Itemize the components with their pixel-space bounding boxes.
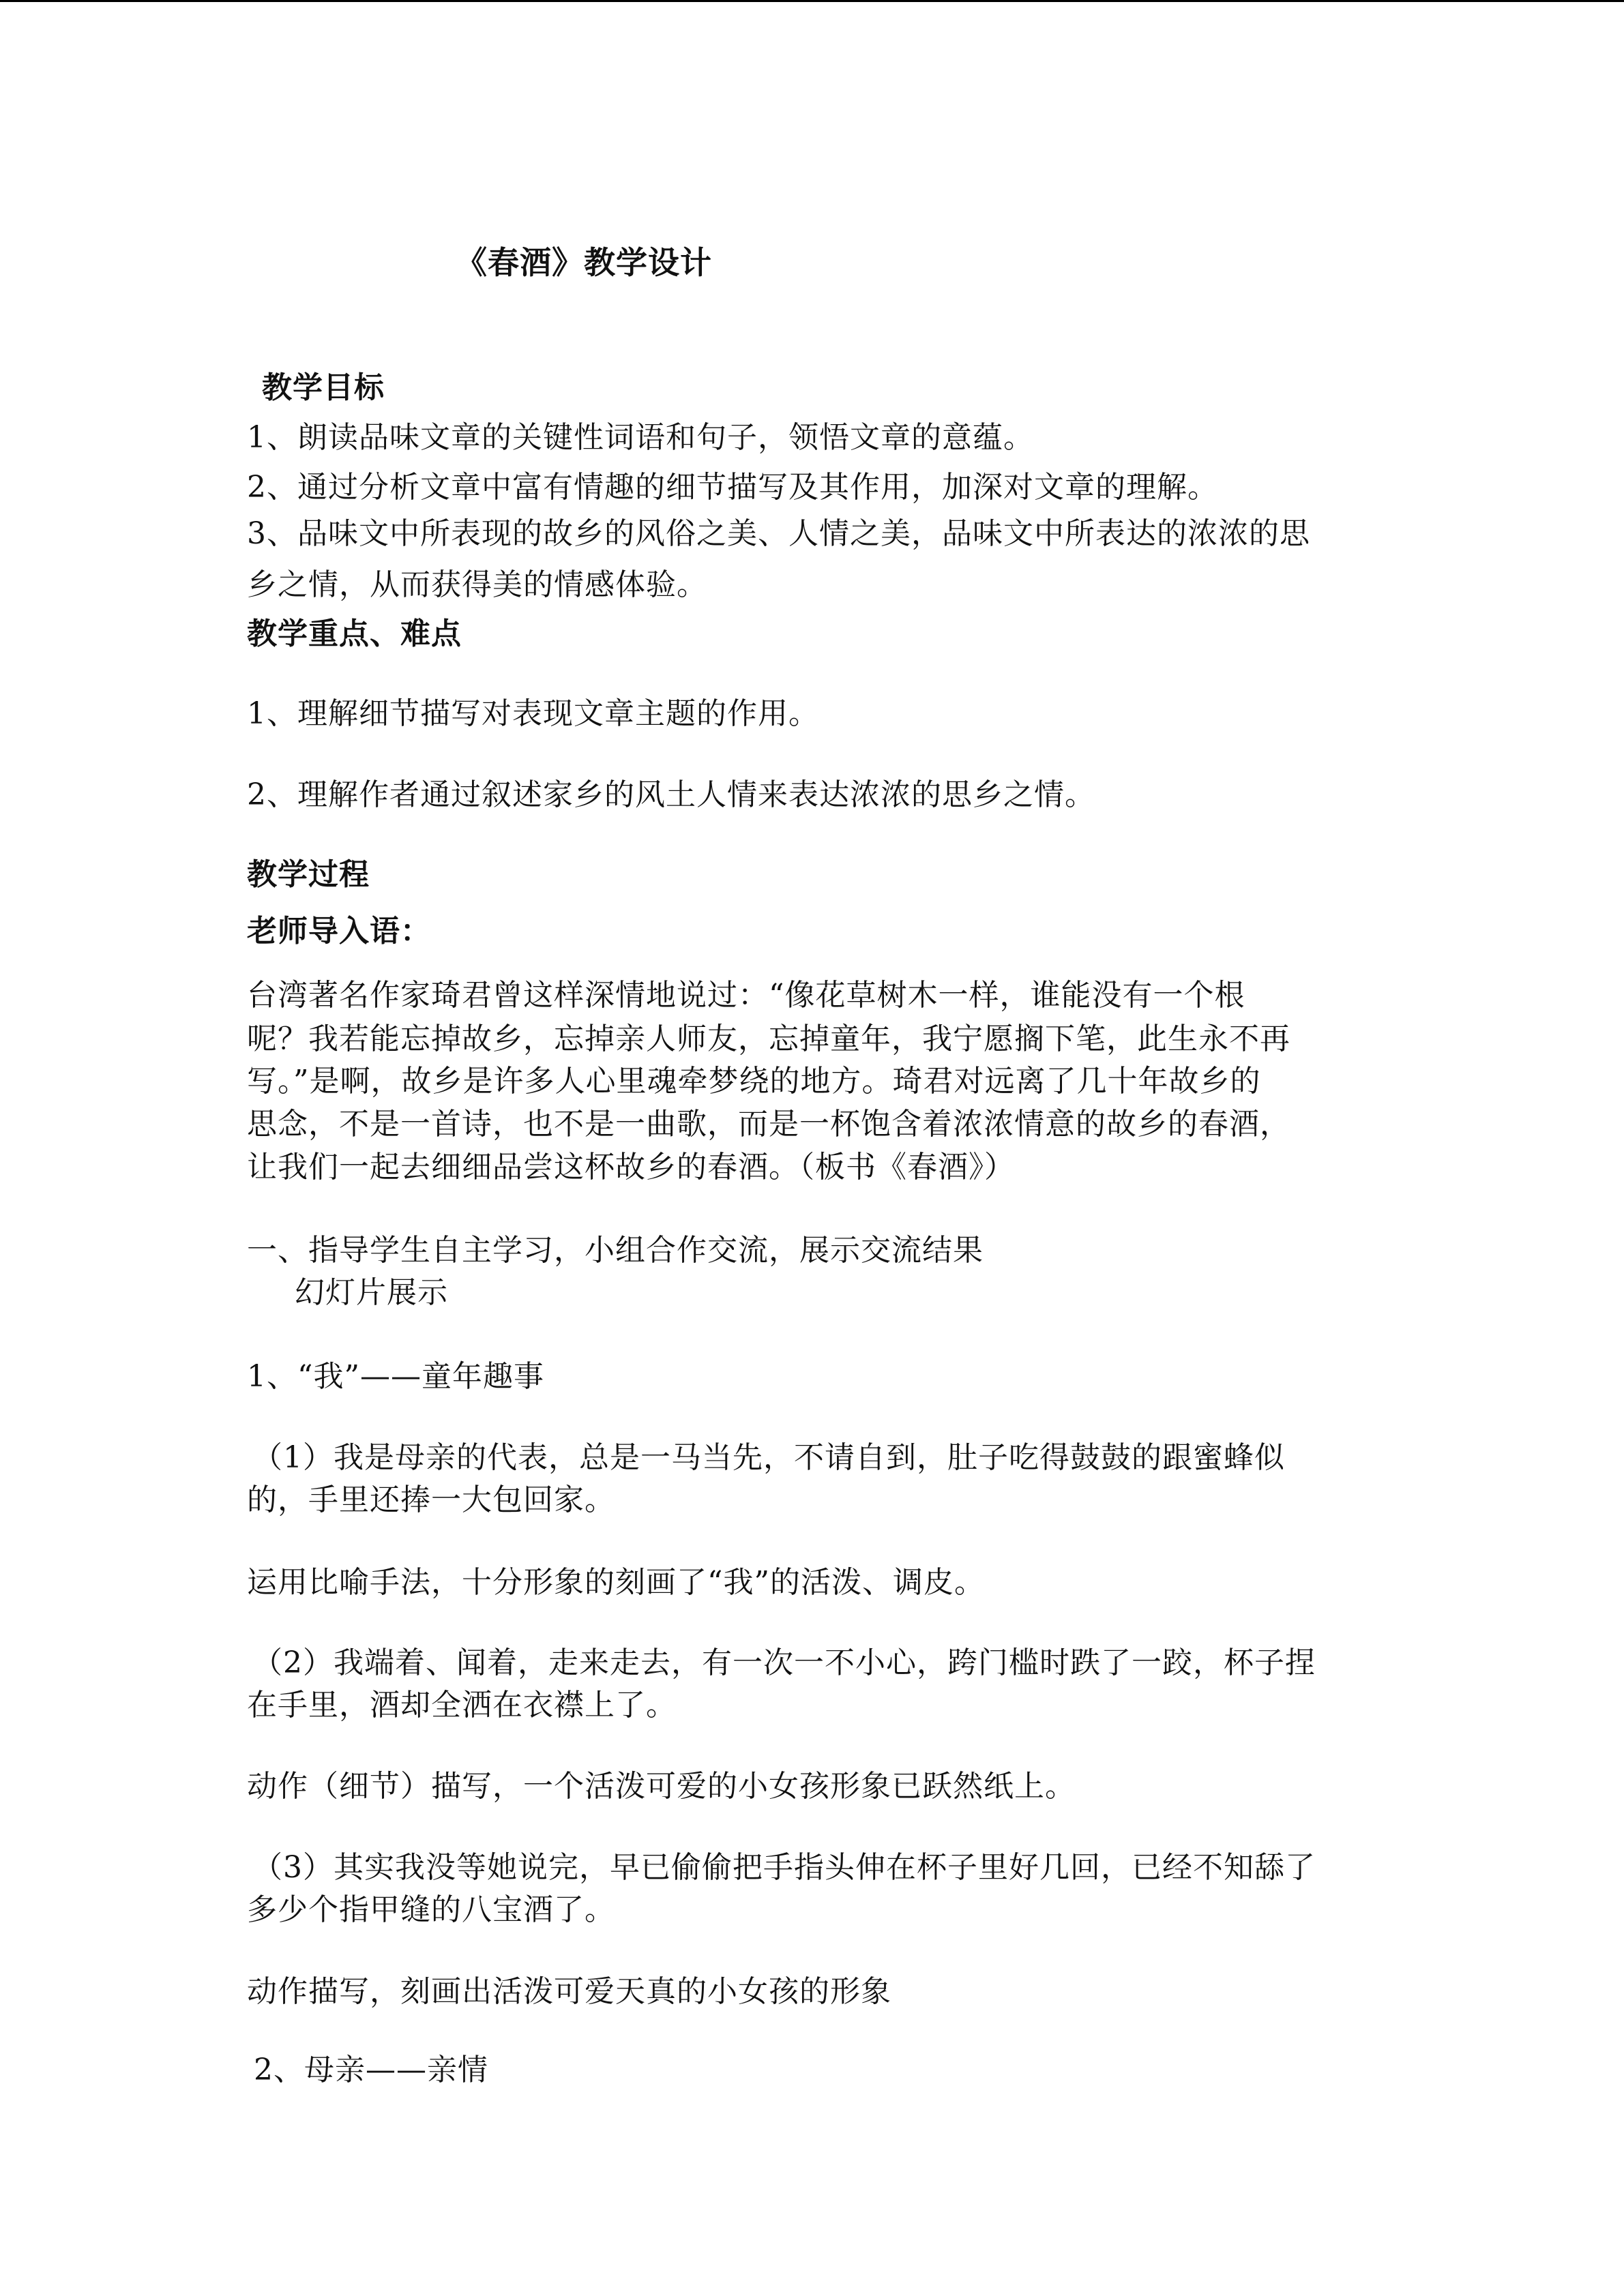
goal-item-3-cont: 乡之情，从而获得美的情感体验。	[247, 567, 707, 602]
key-points-heading: 教学重点、难点	[247, 616, 462, 651]
quote-1-line-2: 的，手里还捧一大包回家。	[247, 1482, 615, 1517]
intro-heading: 老师导入语：	[247, 914, 431, 949]
process-heading: 教学过程	[247, 857, 370, 892]
document-title: 《春酒》教学设计	[456, 244, 712, 281]
analysis-2: 动作（细节）描写，一个活泼可爱的小女孩形象已跃然纸上。	[247, 1769, 1076, 1804]
quote-3-line-2: 多少个指甲缝的八宝酒了。	[247, 1892, 615, 1927]
quote-1-line-1: （1）我是母亲的代表，总是一马当先，不请自到，肚子吃得鼓鼓的跟蜜蜂似	[252, 1440, 1285, 1475]
topic-1: 1、“我”——童年趣事	[247, 1359, 544, 1394]
goals-heading: 教学目标	[262, 370, 385, 405]
part1-heading: 一、指导学生自主学习，小组合作交流，展示交流结果	[247, 1233, 984, 1268]
intro-line-5: 让我们一起去细细品尝这杯故乡的春酒。（板书《春酒》）	[247, 1150, 1015, 1184]
goal-item-2: 2、通过分析文章中富有情趣的细节描写及其作用，加深对文章的理解。	[247, 470, 1218, 505]
analysis-3: 动作描写，刻画出活泼可爱天真的小女孩的形象	[247, 1974, 891, 2009]
intro-line-1: 台湾著名作家琦君曾这样深情地说过：“像花草树木一样，谁能没有一个根	[247, 978, 1245, 1013]
quote-2-line-1: （2）我端着、闻着，走来走去，有一次一不小心，跨门槛时跌了一跤，杯子捏	[252, 1645, 1316, 1680]
goal-item-3: 3、品味文中所表现的故乡的风俗之美、人情之美，品味文中所表达的浓浓的思	[247, 516, 1310, 551]
key-point-2: 2、理解作者通过叙述家乡的风土人情来表达浓浓的思乡之情。	[247, 777, 1095, 812]
part1-subheading: 幻灯片展示	[295, 1275, 448, 1310]
intro-line-3: 写。”是啊，故乡是许多人心里魂牵梦绕的地方。琦君对远离了几十年故乡的	[247, 1064, 1261, 1099]
analysis-1: 运用比喻手法，十分形象的刻画了“我”的活泼、调皮。	[247, 1565, 985, 1600]
key-point-1: 1、理解细节描写对表现文章主题的作用。	[247, 696, 819, 731]
quote-3-line-1: （3）其实我没等她说完，早已偷偷把手指头伸在杯子里好几回，已经不知舔了	[252, 1850, 1316, 1885]
intro-line-2: 呢？我若能忘掉故乡，忘掉亲人师友，忘掉童年，我宁愿搁下笔，此生永不再	[247, 1022, 1290, 1056]
topic-2: 2、母亲——亲情	[254, 2053, 488, 2087]
goal-item-1: 1、朗读品味文章的关键性词语和句子，领悟文章的意蕴。	[247, 420, 1034, 455]
intro-line-4: 思念，不是一首诗，也不是一曲歌，而是一杯饱含着浓浓情意的故乡的春酒，	[247, 1107, 1290, 1142]
quote-2-line-2: 在手里，酒却全洒在衣襟上了。	[247, 1688, 677, 1723]
